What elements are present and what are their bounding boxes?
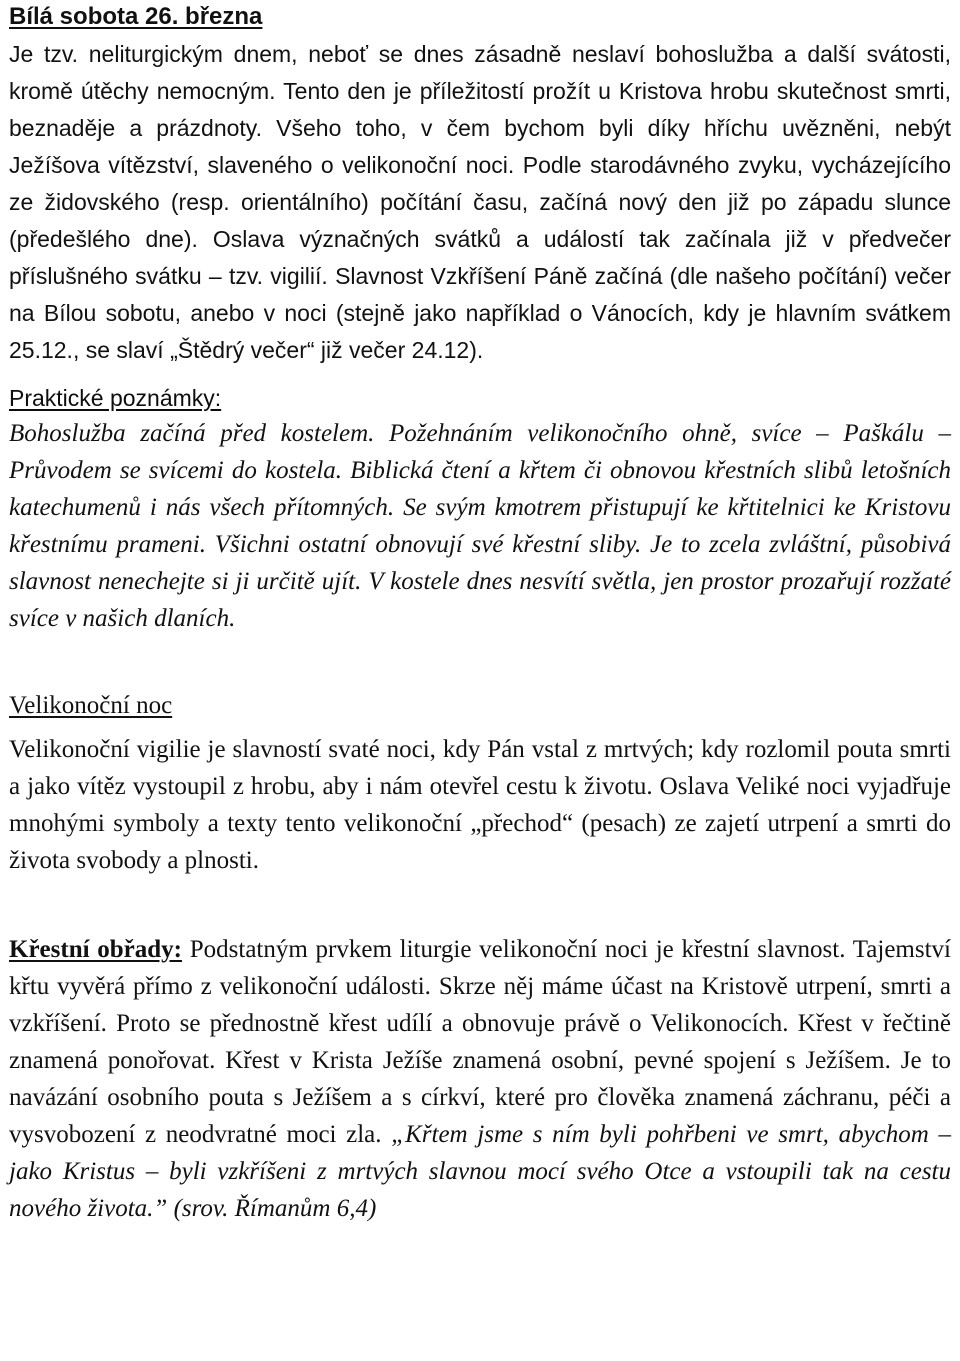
baptism-heading: Křestní obřady: <box>9 936 183 963</box>
page-title: Bílá sobota 26. března <box>9 3 263 30</box>
baptism-quote: „Křtem jsme s ním byli pohřbeni ve smrt, abychom – jako Kristus – byli vzkříšeni z mrtvých slavnou mocí svého Otce a vstoupili tak na cestu nového života.” (srov. Římanům 6,4) <box>9 1121 951 1222</box>
notes-paragraph: Bohoslužba začíná před kostelem. Požehnáním velikonočního ohně, svíce – Paškálu – Průvodem se svícemi do kostela. Biblická čtení a křtem či obnovou křestních slibů letošních katechumenů i nás všech přítomných. Se svým kmotrem přistupují ke křtitelnici ke Kristovu křestnímu prameni. Všichni ostatní obnovují své křestní sliby. Je to zcela zvláštní, působivá slavnost nenechejte si ji určitě ujít. V kostele dnes nesvítí světla, jen prostor prozařují rozžaté svíce v našich dlaních. <box>9 420 951 632</box>
easter-night-heading: Velikonoční noc <box>9 692 173 719</box>
baptism-text: Podstatným prvkem liturgie velikonoční noci je křestní slavnost. Tajemství křtu vyvěrá přímo z velikonoční události. Skrze něj máme účast na Kristově utrpení, smrti a vzkříšení. Proto se přednostně křest udílí a obnovuje právě o Velikonocích. Křest v řečtině znamená ponořovat. Křest v Krista Ježíše znamená osobní, pevné spojení s Ježíšem. Je to navázání osobního pouta s Ježíšem a s církví, které pro člověka znamená záchranu, péči a vysvobození z neodvratné moci zla. <box>9 936 951 1148</box>
notes-heading: Praktické poznámky: <box>9 385 222 411</box>
easter-night-paragraph: Velikonoční vigilie je slavností svaté noci, kdy Pán vstal z mrtvých; kdy rozlomil pouta smrti a jako vítěz vystoupil z hrobu, aby i nám otevřel cestu k životu. Oslava Veliké noci vyjadřuje mnohými symboly a texty tento velikonoční „přechod“ (pesach) ze zajetí utrpení a smrti do života svobody a plnosti. <box>9 736 951 874</box>
baptism-paragraph <box>9 931 951 1227</box>
intro-paragraph: Je tzv. neliturgickým dnem, neboť se dnes zásadně neslaví bohoslužba a další svátosti, kromě útěchy nemocným. Tento den je příležitostí prožít u Kristova hrobu skutečnost smrti, beznaděje a prázdnoty. Všeho toho, v čem bychom byli díky hříchu uvězněni, nebýt Ježíšova vítězství, slaveného o velikonoční noci. Podle starodávného zvyku, vycházejícího ze židovského (resp. orientálního) počítání času, začíná nový den již po západu slunce (předešlého dne). Oslava význačných svátků a událostí tak začínala již v předvečer příslušného svátku – tzv. vigilií. Slavnost Vzkříšení Páně začíná (dle našeho počítání) večer na Bílou sobotu, anebo v noci (stejně jako například o Vánocích, kdy je hlavním svátkem 25.12., se slaví „Štědrý večer“ již večer 24.12). <box>9 41 951 363</box>
